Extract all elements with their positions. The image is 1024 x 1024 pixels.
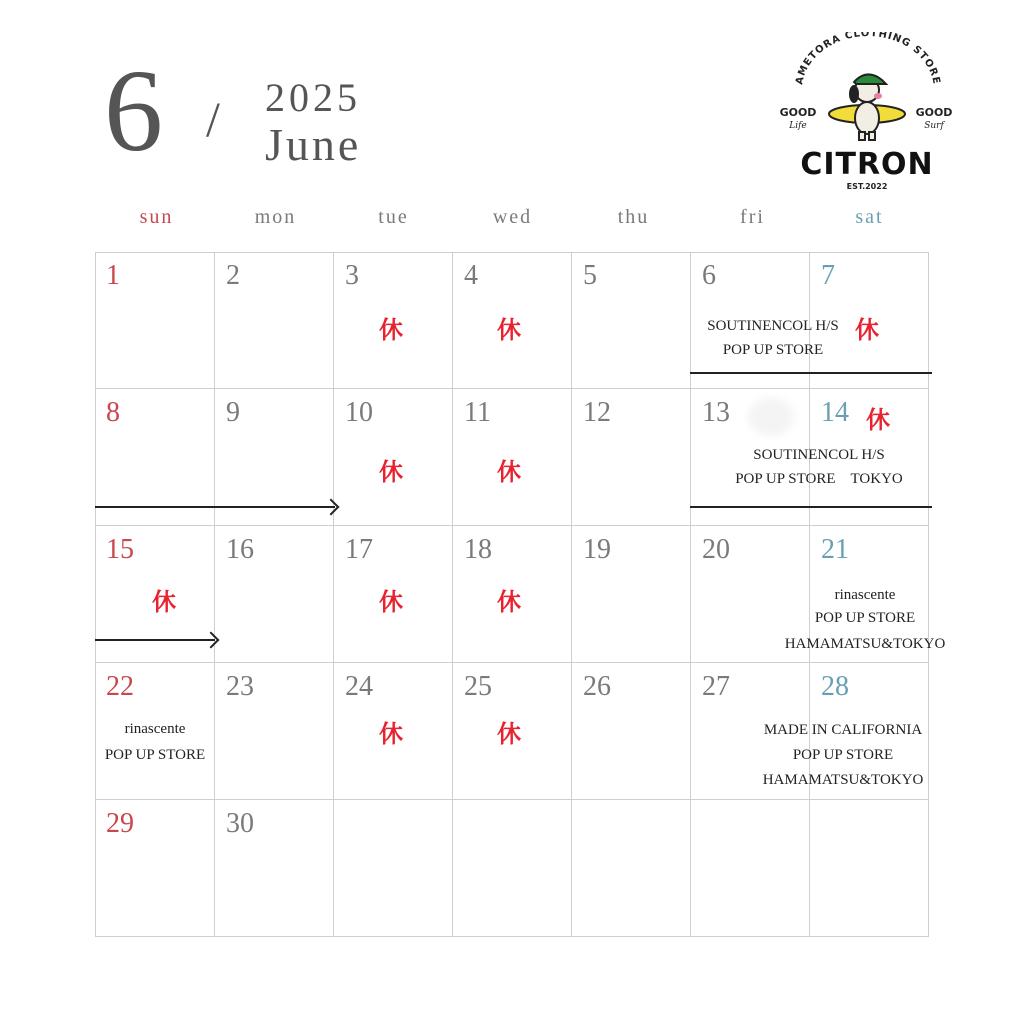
calendar-day-cell	[810, 800, 929, 937]
logo-est: EST.2022	[846, 182, 888, 191]
event-line: rinascente	[124, 721, 186, 737]
arrow-line	[95, 639, 215, 641]
day-number: 6	[702, 260, 716, 291]
day-number: 2	[226, 260, 240, 291]
logo-brand: CITRON	[800, 147, 934, 182]
event-line: POP UP STORE TOKYO	[735, 471, 903, 487]
month-number: 6	[104, 45, 163, 176]
logo-life: Life	[789, 121, 807, 131]
weekday-sun: sun	[139, 206, 174, 228]
event-made-in-california	[738, 718, 948, 792]
day-number: 9	[226, 397, 240, 428]
closed-mark: 休	[379, 316, 403, 344]
citron-logo	[774, 32, 960, 192]
blurred-spot	[748, 398, 794, 436]
closed-mark: 休	[497, 316, 521, 344]
day-number: 14	[821, 397, 849, 428]
day-number: 3	[345, 260, 359, 291]
date-separator: /	[206, 91, 220, 147]
calendar-day-cell	[215, 800, 334, 937]
calendar-day-cell	[691, 800, 810, 937]
calendar-day-cell	[572, 252, 691, 389]
month-name: June	[265, 119, 362, 170]
closed-mark: 休	[379, 720, 403, 748]
event-line: POP UP STORE	[814, 610, 916, 627]
weekday-thu: thu	[617, 206, 650, 228]
day-number: 4	[464, 260, 478, 291]
calendar-day-cell	[334, 800, 453, 937]
closed-mark: 休	[866, 406, 890, 434]
event-line: POP UP STORE	[792, 746, 894, 763]
year-label: 2025	[265, 75, 361, 120]
event-soutinencol-week1	[688, 314, 858, 362]
day-number: 25	[464, 671, 492, 702]
event-span-line	[690, 506, 932, 508]
calendar-day-cell	[215, 663, 334, 800]
calendar-day-cell	[572, 389, 691, 526]
weekday-wed: wed	[492, 206, 533, 228]
day-number: 5	[583, 260, 597, 291]
event-line: POP UP STORE	[722, 342, 824, 358]
day-number: 24	[345, 671, 373, 702]
day-number: 12	[583, 397, 611, 428]
day-number: 23	[226, 671, 254, 702]
calendar-day-cell	[215, 526, 334, 663]
day-number: 21	[821, 534, 849, 565]
day-number: 7	[821, 260, 835, 291]
day-number: 20	[702, 534, 730, 565]
closed-mark: 休	[379, 458, 403, 486]
logo-good-right: GOOD	[915, 106, 953, 119]
day-number: 10	[345, 397, 373, 428]
event-line: HAMAMATSU&TOKYO	[784, 635, 946, 652]
event-rinascente-week3	[760, 584, 970, 656]
calendar-day-cell	[572, 526, 691, 663]
event-line: HAMAMATSU&TOKYO	[762, 771, 924, 788]
day-number: 18	[464, 534, 492, 565]
day-number: 27	[702, 671, 730, 702]
logo-arc-text: AMETORA CLOTHING STORE	[794, 32, 942, 86]
arrow-line	[95, 506, 335, 508]
logo-good-left: GOOD	[779, 106, 817, 119]
closed-mark: 休	[497, 720, 521, 748]
day-number: 28	[821, 671, 849, 702]
day-number: 13	[702, 397, 730, 428]
event-line: rinascente	[834, 587, 896, 603]
day-number: 30	[226, 808, 254, 839]
calendar-day-cell	[453, 800, 572, 937]
event-line: POP UP STORE	[104, 747, 206, 764]
closed-mark: 休	[855, 316, 879, 344]
calendar-day-cell	[215, 252, 334, 389]
event-line: MADE IN CALIFORNIA	[763, 722, 923, 738]
logo-surf: Surf	[924, 121, 944, 131]
event-rinascente-week4	[96, 716, 214, 769]
closed-mark: 休	[497, 588, 521, 616]
weekday-fri: fri	[740, 206, 765, 228]
day-number: 26	[583, 671, 611, 702]
day-number: 19	[583, 534, 611, 565]
closed-mark: 休	[379, 588, 403, 616]
day-number: 15	[106, 534, 134, 565]
closed-mark: 休	[152, 588, 176, 616]
calendar-day-cell	[95, 800, 215, 937]
weekday-tue: tue	[378, 206, 409, 228]
day-number: 8	[106, 397, 120, 428]
closed-mark: 休	[497, 458, 521, 486]
event-line: SOUTINENCOL H/S	[753, 447, 885, 463]
day-number: 17	[345, 534, 373, 565]
weekday-sat: sat	[855, 206, 884, 228]
weekday-mon: mon	[254, 206, 297, 228]
calendar-day-cell	[95, 252, 215, 389]
day-number: 1	[106, 260, 120, 291]
citron-logo-graphic	[774, 32, 960, 192]
day-number: 22	[106, 671, 134, 702]
day-number: 16	[226, 534, 254, 565]
calendar-day-cell	[572, 663, 691, 800]
event-soutinencol-week2	[712, 443, 926, 491]
event-span-line	[690, 372, 932, 374]
calendar-day-cell	[572, 800, 691, 937]
day-number: 11	[464, 397, 491, 428]
day-number: 29	[106, 808, 134, 839]
event-line: SOUTINENCOL H/S	[707, 318, 839, 334]
